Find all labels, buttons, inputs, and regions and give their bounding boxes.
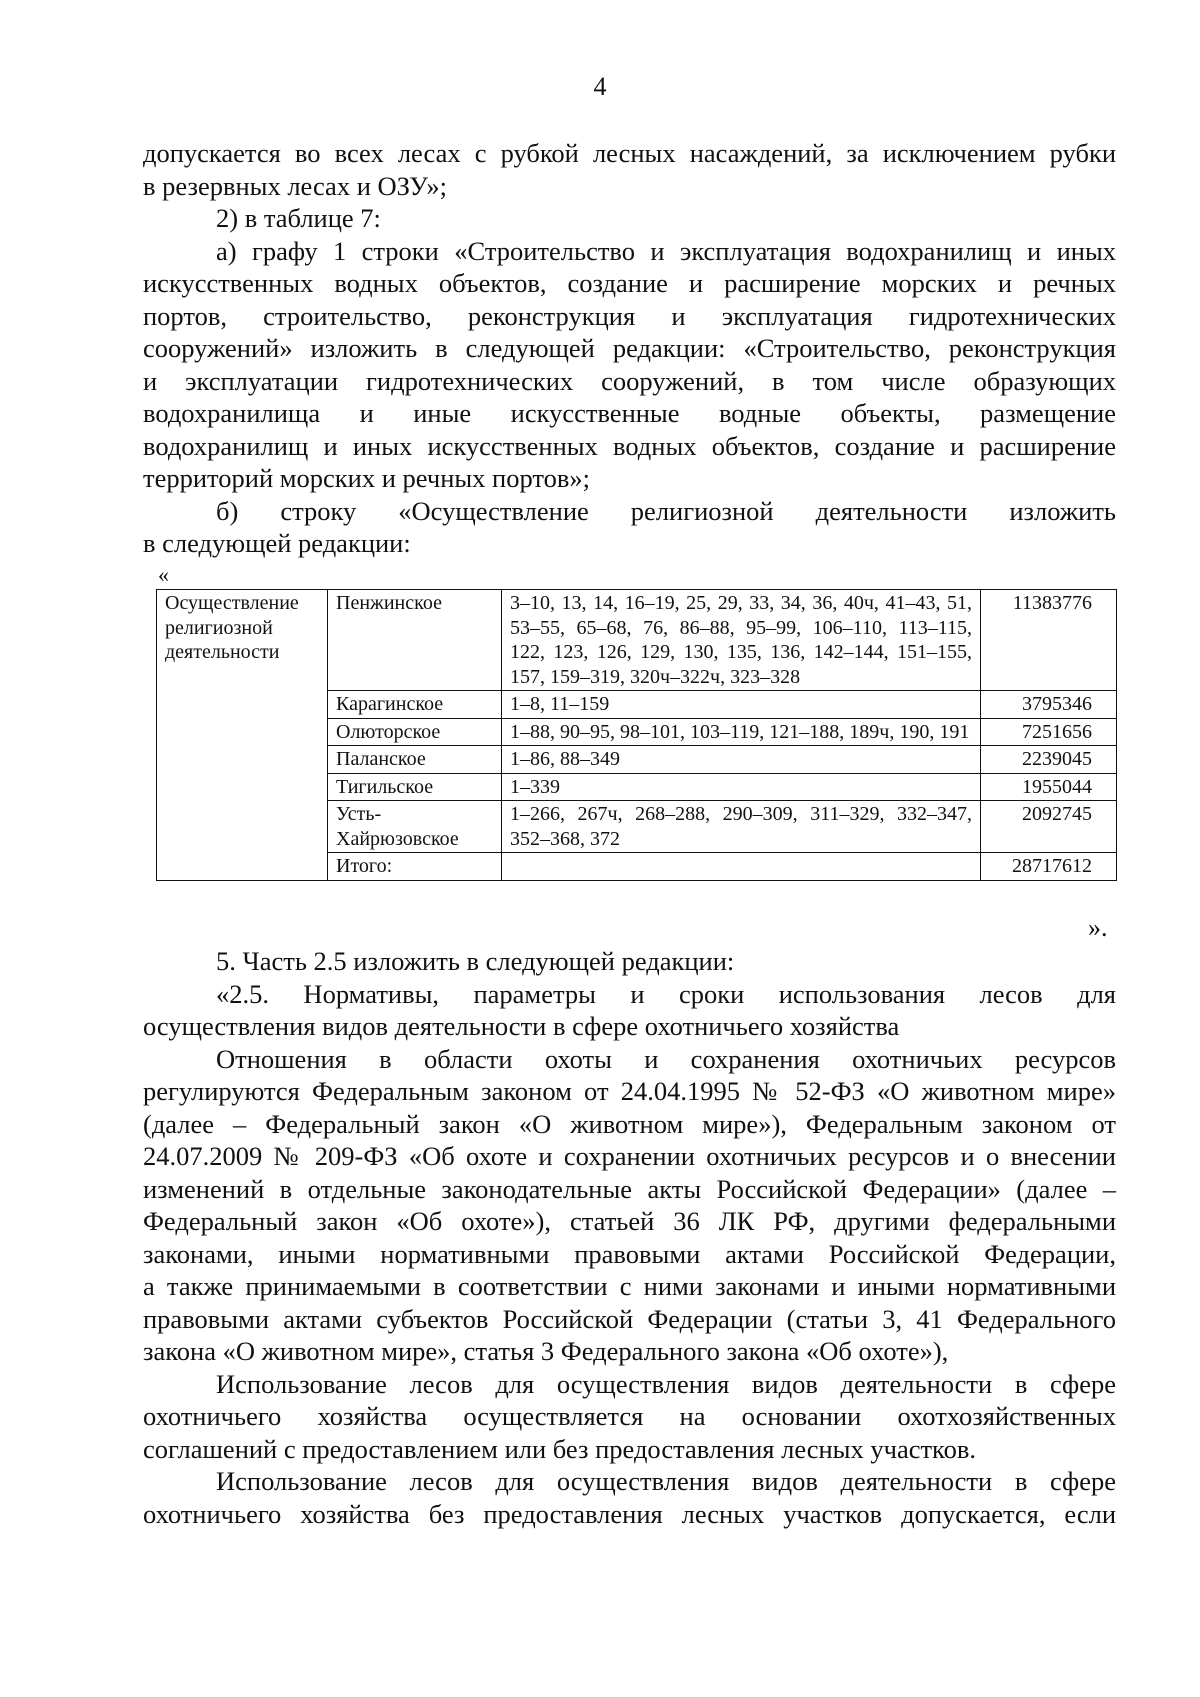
quote-open-mark: « xyxy=(158,562,169,587)
text-line: в резервных лесах и ОЗУ»; xyxy=(143,171,447,201)
text-line: охотничьего хозяйства осуществляется на основании охотхозяйственных xyxy=(143,1401,1116,1431)
district-cell: Пенжинское xyxy=(328,590,502,691)
text-line: закона «О животном мире», статья 3 Федерального закона «Об охоте»), xyxy=(143,1336,949,1366)
text-line: осуществления видов деятельности в сфере охотничьего хозяйства xyxy=(143,1011,900,1041)
quarters-cell: 1–8, 11–159 xyxy=(502,691,981,719)
total-area-cell: 28717612 xyxy=(981,853,1117,881)
text-line: Федеральный закон «Об охоте»), статьей 36 ЛК РФ, другими федеральными xyxy=(143,1206,1116,1236)
text-line: и эксплуатации гидротехнических сооружений, в том числе образующих xyxy=(143,366,1116,396)
page-number: 4 xyxy=(593,72,607,101)
text-line: а) графу 1 строки «Строительство и эксплуатация водохранилищ и иных xyxy=(216,236,1116,266)
activity-cell: Осуществление религиозной деятельности xyxy=(157,590,328,881)
text-line: б) строку «Осуществление религиозной деятельности изложить xyxy=(216,496,1116,526)
text-line: водохранилищ и иных искусственных водных объектов, создание и расширение xyxy=(143,431,1116,461)
text-line: соглашений с предоставлением или без предоставления лесных участков. xyxy=(143,1434,976,1464)
text-line: 5. Часть 2.5 изложить в следующей редакции: xyxy=(216,946,735,976)
text-line: портов, строительство, реконструкция и эксплуатация гидротехнических xyxy=(143,301,1116,331)
district-cell: Олюторское xyxy=(328,718,502,746)
text-line: законами, иными нормативными правовыми актами Российской Федерации, xyxy=(143,1239,1116,1269)
district-cell: Усть-Хайрюзовское xyxy=(328,801,502,853)
quarters-cell: 1–88, 90–95, 98–101, 103–119, 121–188, 189ч, 190, 191 xyxy=(502,718,981,746)
area-cell: 3795346 xyxy=(981,691,1117,719)
area-cell: 2092745 xyxy=(981,801,1117,853)
text-line: Использование лесов для осуществления видов деятельности в сфере xyxy=(216,1466,1116,1496)
text-line: в следующей редакции: xyxy=(143,528,411,558)
text-line: допускается во всех лесах с рубкой лесных насаждений, за исключением рубки xyxy=(143,138,1116,168)
district-cell: Тигильское xyxy=(328,773,502,801)
text-line: правовыми актами субъектов Российской Федерации (статьи 3, 41 Федерального xyxy=(143,1304,1116,1334)
district-cell: Карагинское xyxy=(328,691,502,719)
text-line: водохранилища и иные искусственные водные объекты, размещение xyxy=(143,398,1116,428)
text-line: а также принимаемыми в соответствии с ними законами и иными нормативными xyxy=(143,1271,1116,1301)
text-line: изменений в отдельные законодательные акты Российской Федерации» (далее – xyxy=(143,1174,1116,1204)
text-line: Использование лесов для осуществления видов деятельности в сфере xyxy=(216,1369,1116,1399)
quarters-cell: 3–10, 13, 14, 16–19, 25, 29, 33, 34, 36, 40ч, 41–43, 51, 53–55, 65–68, 76, 86–88, 95–99, 106–110, 113–115, 122, 123, 126, 129, 130, 135, 136, 142–144, 151–155, 157, 159–319, 320ч–322ч, 323–328 xyxy=(502,590,981,691)
text-line: «2.5. Нормативы, параметры и сроки использования лесов для xyxy=(216,979,1116,1009)
quarters-cell: 1–86, 88–349 xyxy=(502,746,981,774)
text-line: Отношения в области охоты и сохранения охотничьих ресурсов xyxy=(216,1044,1116,1074)
text-line: сооружений» изложить в следующей редакции: «Строительство, реконструкция xyxy=(143,333,1116,363)
text-line: территорий морских и речных портов»; xyxy=(143,463,590,493)
table-row xyxy=(157,590,1117,691)
area-cell: 11383776 xyxy=(981,590,1117,691)
text-line: регулируются Федеральным законом от 24.04.1995 № 52-ФЗ «О животном мире» xyxy=(143,1076,1116,1106)
text-line: искусственных водных объектов, создание и расширение морских и речных xyxy=(143,268,1116,298)
area-cell: 2239045 xyxy=(981,746,1117,774)
district-cell: Паланское xyxy=(328,746,502,774)
quarters-cell xyxy=(502,853,981,881)
area-cell: 7251656 xyxy=(981,718,1117,746)
text-line: 24.07.2009 № 209-ФЗ «Об охоте и сохранении охотничьих ресурсов и о внесении xyxy=(143,1141,1116,1171)
text-line: (далее – Федеральный закон «О животном мире»), Федеральным законом от xyxy=(143,1109,1116,1139)
quote-close-mark: ». xyxy=(1088,913,1108,942)
text-line: охотничьего хозяйства без предоставления лесных участков допускается, если xyxy=(143,1499,1116,1529)
quarters-cell: 1–339 xyxy=(502,773,981,801)
quarters-cell: 1–266, 267ч, 268–288, 290–309, 311–329, 332–347, 352–368, 372 xyxy=(502,801,981,853)
religious-activity-table xyxy=(156,589,1117,881)
area-cell: 1955044 xyxy=(981,773,1117,801)
text-line: 2) в таблице 7: xyxy=(216,203,381,233)
total-label-cell: Итого: xyxy=(328,853,502,881)
